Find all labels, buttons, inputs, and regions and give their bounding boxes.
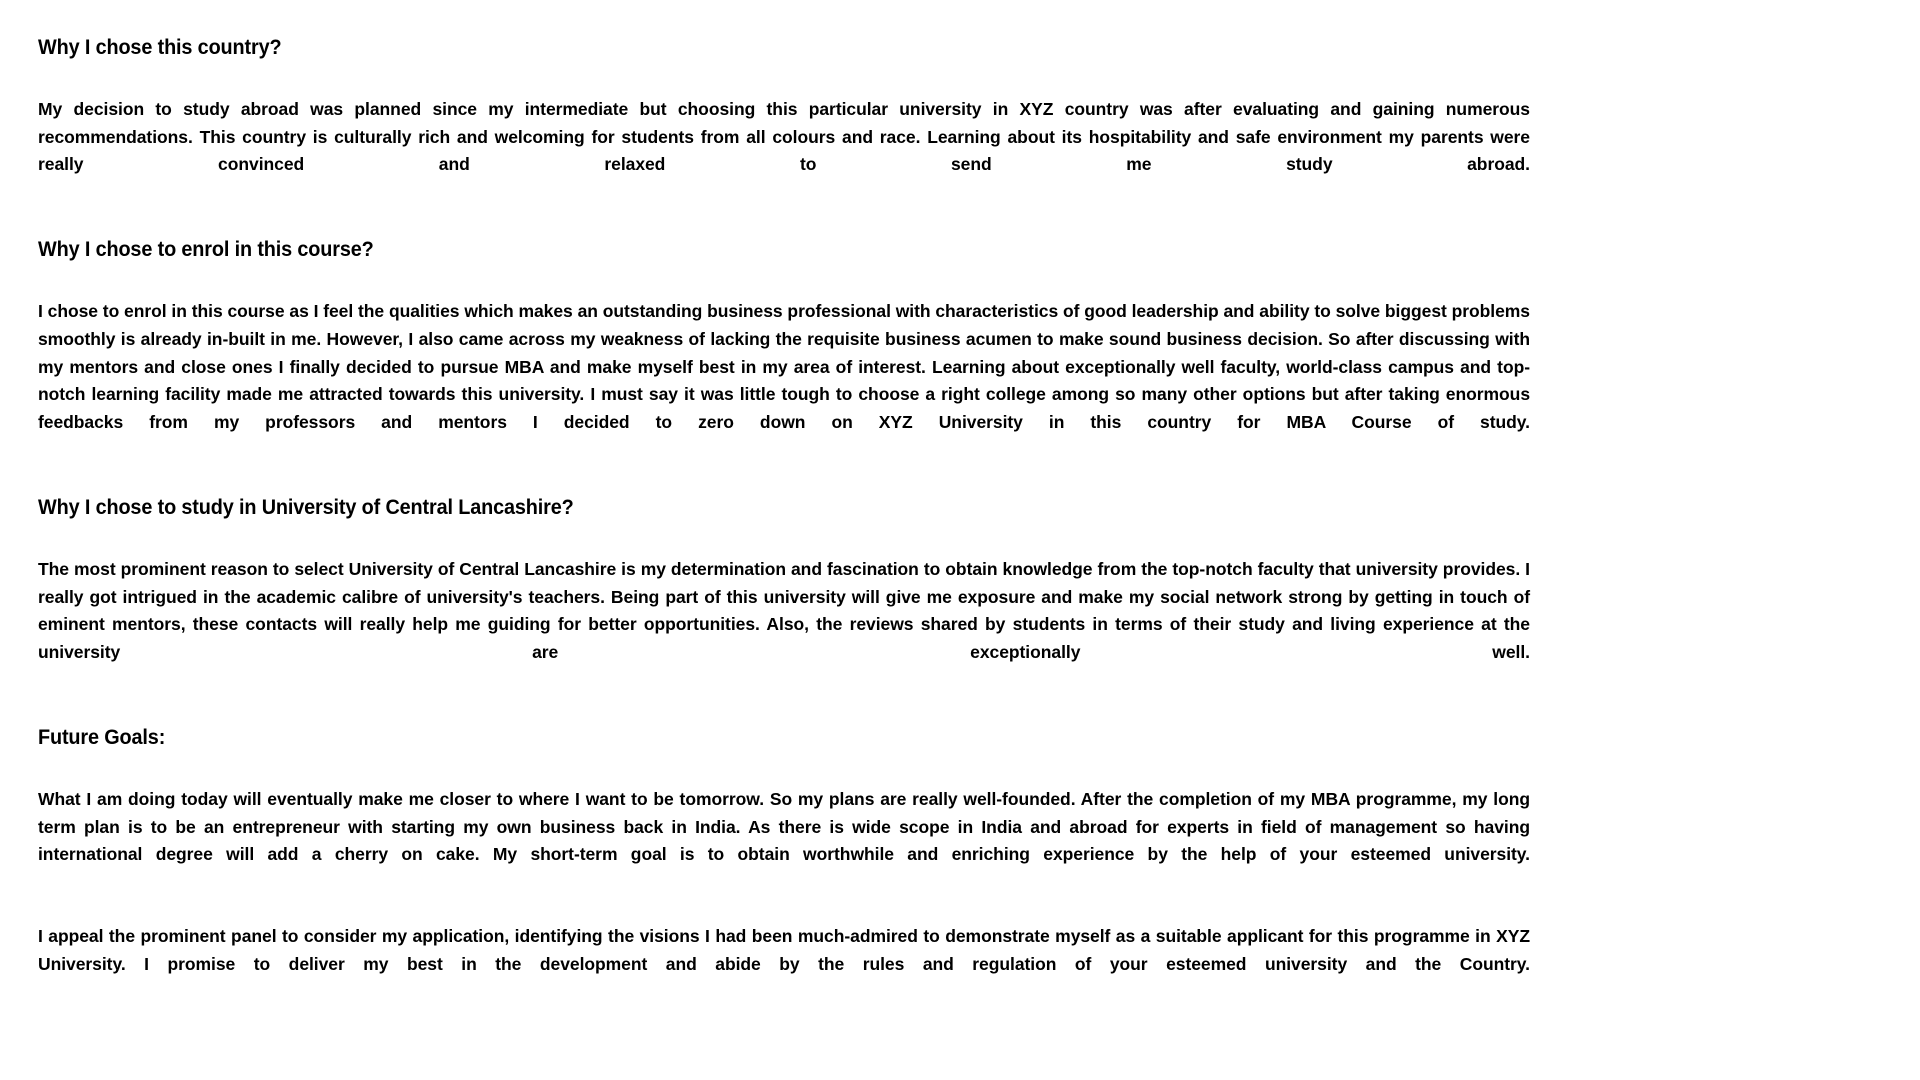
body-paragraph: I appeal the prominent panel to consider my application, identifying the visions I had been much-admired to demonstrate myself as a suitable applicant for this programme in XYZ University. I promise to deliver my best in the development and abide by the rules and regulation of your esteemed university and the Country.	[38, 926, 1530, 974]
spacer	[38, 694, 1530, 724]
section-why-country	[38, 34, 1530, 206]
section-future-goals	[38, 724, 1530, 1006]
section-heading: Why I chose to study in University of Central Lancashire?	[38, 495, 574, 519]
spacer	[38, 528, 1530, 556]
body-paragraph: My decision to study abroad was planned since my intermediate but choosing this particular university in XYZ country was after evaluating and gaining numerous recommendations. This country is culturally rich and welcoming for students from all colours and race. Learning about its hospitability and safe environment my parents were really convinced and relaxed to send me study abroad.	[38, 99, 1530, 175]
spacer	[38, 464, 1530, 494]
section-why-university	[38, 494, 1530, 694]
section-why-course	[38, 236, 1530, 464]
body-paragraph: The most prominent reason to select University of Central Lancashire is my determination and fascination to obtain knowledge from the top-notch faculty that university provides. I really got intrigued in the academic calibre of university's teachers. Being part of this university will give me exposure and make my social network strong by getting in touch of eminent mentors, these contacts will really help me guiding for better opportunities. Also, the reviews shared by students in terms of their study and living experience at the university are exceptionally well.	[38, 558, 1530, 662]
spacer	[38, 758, 1530, 786]
spacer	[38, 68, 1530, 96]
section-heading: Why I chose to enrol in this course?	[38, 238, 374, 262]
body-paragraph: I chose to enrol in this course as I feel the qualities which makes an outstanding business professional with characteristics of good leadership and ability to solve biggest problems smoothly is already in-built in me. However, I also came across my weakness of lacking the requisite business acumen to make sound business decision. So after discussing with my mentors and close ones I finally decided to pursue MBA and make myself best in my area of interest. Learning about exceptionally well faculty, world-class campus and top-notch learning facility made me attracted towards this university. I must say it was little tough to choose a right college among so many other options but after taking enormous feedbacks from my professors and mentors I decided to zero down on XYZ University in this country for MBA Course of study.	[38, 301, 1530, 432]
body-paragraph: What I am doing today will eventually make me closer to where I want to be tomorrow. So my plans are really well-founded. After the completion of my MBA programme, my long term plan is to be an entrepreneur with starting my own business back in India. As there is wide scope in India and abroad for experts in field of management so having international degree will add a cherry on cake. My short-term goal is to obtain worthwhile and enriching experience by the help of your esteemed university.	[38, 788, 1530, 865]
section-heading: Why I chose this country?	[38, 36, 282, 59]
spacer	[38, 270, 1530, 298]
section-heading: Future Goals:	[38, 725, 166, 749]
spacer	[38, 896, 1530, 923]
spacer	[38, 206, 1530, 236]
